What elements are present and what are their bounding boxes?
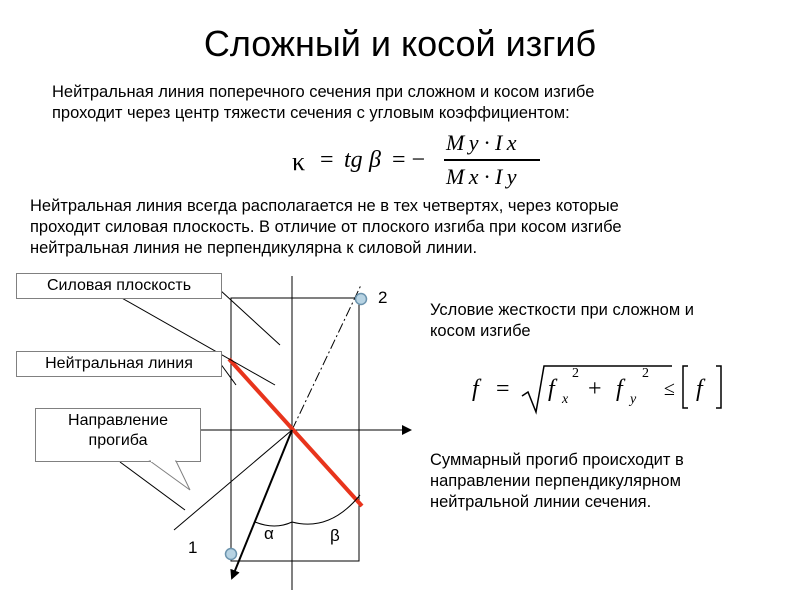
- formula-kappa: κ: [292, 147, 306, 176]
- formula-denominator: M x · I y: [446, 164, 517, 189]
- formula-beta: β: [369, 147, 381, 173]
- formula-square: 2: [642, 366, 649, 381]
- callout-line: Направление: [68, 412, 168, 429]
- formula-tg: tg: [344, 147, 363, 173]
- formula-plus: +: [588, 376, 602, 402]
- point-1-label: 1: [188, 538, 198, 557]
- intro-line: Нейтральная линия поперечного сечения при сложном и косом изгибе: [52, 83, 595, 101]
- paragraph-line: Условие жесткости при сложном и: [430, 301, 695, 319]
- beta-label: β: [330, 526, 340, 545]
- formula-allowable-f: f: [696, 376, 703, 402]
- point-1-marker: [226, 549, 237, 560]
- intro-line: проходит через центр тяжести сечения с угловым коэффициентом:: [52, 104, 570, 122]
- callout-line: прогиба: [88, 432, 148, 449]
- point-2-label: 2: [378, 288, 388, 307]
- paragraph-line: проходит силовая плоскость. В отличие от плоского изгиба при косом изгибе: [30, 218, 622, 236]
- formula-square: 2: [572, 366, 579, 381]
- deflection-direction-callout: [35, 408, 201, 462]
- beta-arc: [292, 495, 360, 524]
- paragraph-line: нейтральная линия не перпендикулярна к силовой линии.: [30, 239, 478, 257]
- formula-equals-minus: = −: [392, 147, 426, 173]
- page-title: Сложный и косой изгиб: [203, 23, 597, 64]
- paragraph-line: косом изгибе: [430, 322, 531, 340]
- formula-fx: f: [548, 376, 555, 402]
- formula-numerator: M y · I x: [446, 130, 517, 155]
- formula-x-subscript: x: [562, 392, 569, 407]
- alpha-label: α: [264, 524, 274, 543]
- paragraph-line: Нейтральная линия всегда располагается не в тех четвертях, через которые: [30, 197, 619, 215]
- paragraph-line: Суммарный прогиб происходит в: [430, 451, 684, 469]
- formula-equals: =: [496, 376, 510, 402]
- formula-f: f: [472, 376, 479, 402]
- force-plane-line: [292, 285, 361, 430]
- neutral-line-callout: Нейтральная линия: [16, 351, 222, 377]
- deflection-arrow: [232, 430, 292, 578]
- formula-less-equal: ≤: [664, 378, 675, 400]
- point-2-marker: [356, 294, 367, 305]
- paragraph-line: направлении перпендикулярном: [430, 472, 681, 490]
- force-plane-callout: Силовая плоскость: [16, 273, 222, 299]
- formula-fy: f: [616, 376, 623, 402]
- formula-equals: =: [320, 147, 334, 173]
- neutral-line: [229, 359, 362, 506]
- paragraph-line: нейтральной линии сечения.: [430, 493, 652, 511]
- formula-y-subscript: y: [630, 392, 637, 407]
- callout-leader: [120, 462, 185, 510]
